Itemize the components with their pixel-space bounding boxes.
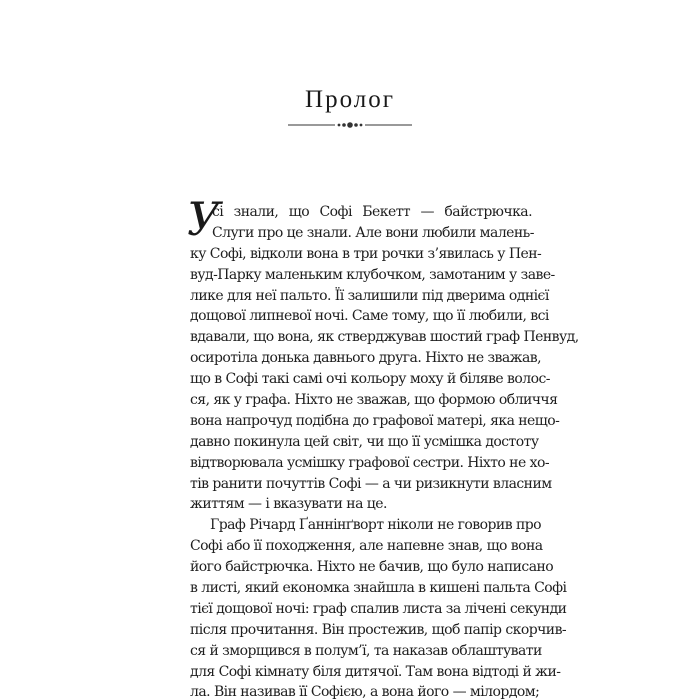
chapter-body — [187, 192, 579, 700]
text-line: ку Софі, відколи вона в три рочки з’явилась у Пен- — [190, 245, 542, 262]
chapter-title: Пролог — [305, 86, 395, 113]
text-line: ла. Він називав її Софією, а вона його — мілордом; — [190, 684, 540, 700]
text-line: після прочитання. Він простежив, щоб папір скорчив- — [190, 621, 567, 638]
text-line: вона напрочуд подібна до графової матері, яка нещо- — [190, 412, 560, 429]
text-line: тієї дощової ночі: граф спалив листа за лічені секунди — [190, 600, 567, 617]
text-line: Граф Річард Ґаннінґворт ніколи не говорив про — [210, 517, 542, 534]
text-line: Софі або її походження, але напевне знав, що вона — [190, 538, 543, 555]
text-line: давно покинула цей світ, чи що її усмішка достоту — [190, 433, 539, 450]
text-line: в листі, який економка знайшла в кишені пальта Софі — [190, 580, 567, 597]
text-line: вуд-Парку маленьким клубочком, замотаним у заве- — [190, 266, 555, 283]
text-line: осиротіла донька давнього друга. Ніхто не зважав, — [190, 350, 542, 367]
text-line: вдавали, що вона, як стверджував шостий граф Пенвуд, — [190, 329, 579, 346]
text-line: для Софі кімнату біля дитячої. Там вона відтоді й жи- — [190, 663, 561, 680]
text-line: тів ранити почуттів Софі — а чи ризикнути власним — [190, 475, 552, 492]
drop-cap: У — [187, 192, 220, 246]
text-line: сі знали, що Софі Бекетт — байстрючка. — [212, 204, 532, 220]
text-line: відтворювала усмішку графової сестри. Ніхто не хо- — [190, 454, 550, 471]
text-line: ся, як у графа. Ніхто не зважав, що формою обличчя — [190, 392, 558, 409]
text-line: Слуги про це знали. Але вони любили малень- — [212, 224, 534, 241]
text-line: життям — і вказувати на це. — [190, 496, 387, 513]
text-line: його байстрючка. Ніхто не бачив, що було написано — [190, 559, 554, 576]
text-line: що в Софі такі самі очі кольору моху й біляве волос- — [190, 371, 550, 388]
ornament-divider — [288, 117, 412, 133]
text-line: дощової липневої ночі. Саме тому, що її любили, всі — [190, 308, 549, 325]
text-line: лике для неї пальто. Її залишили під дверима однієї — [190, 287, 549, 304]
text-line: ся й зморщився в полум’ї, та наказав облаштувати — [190, 642, 542, 659]
